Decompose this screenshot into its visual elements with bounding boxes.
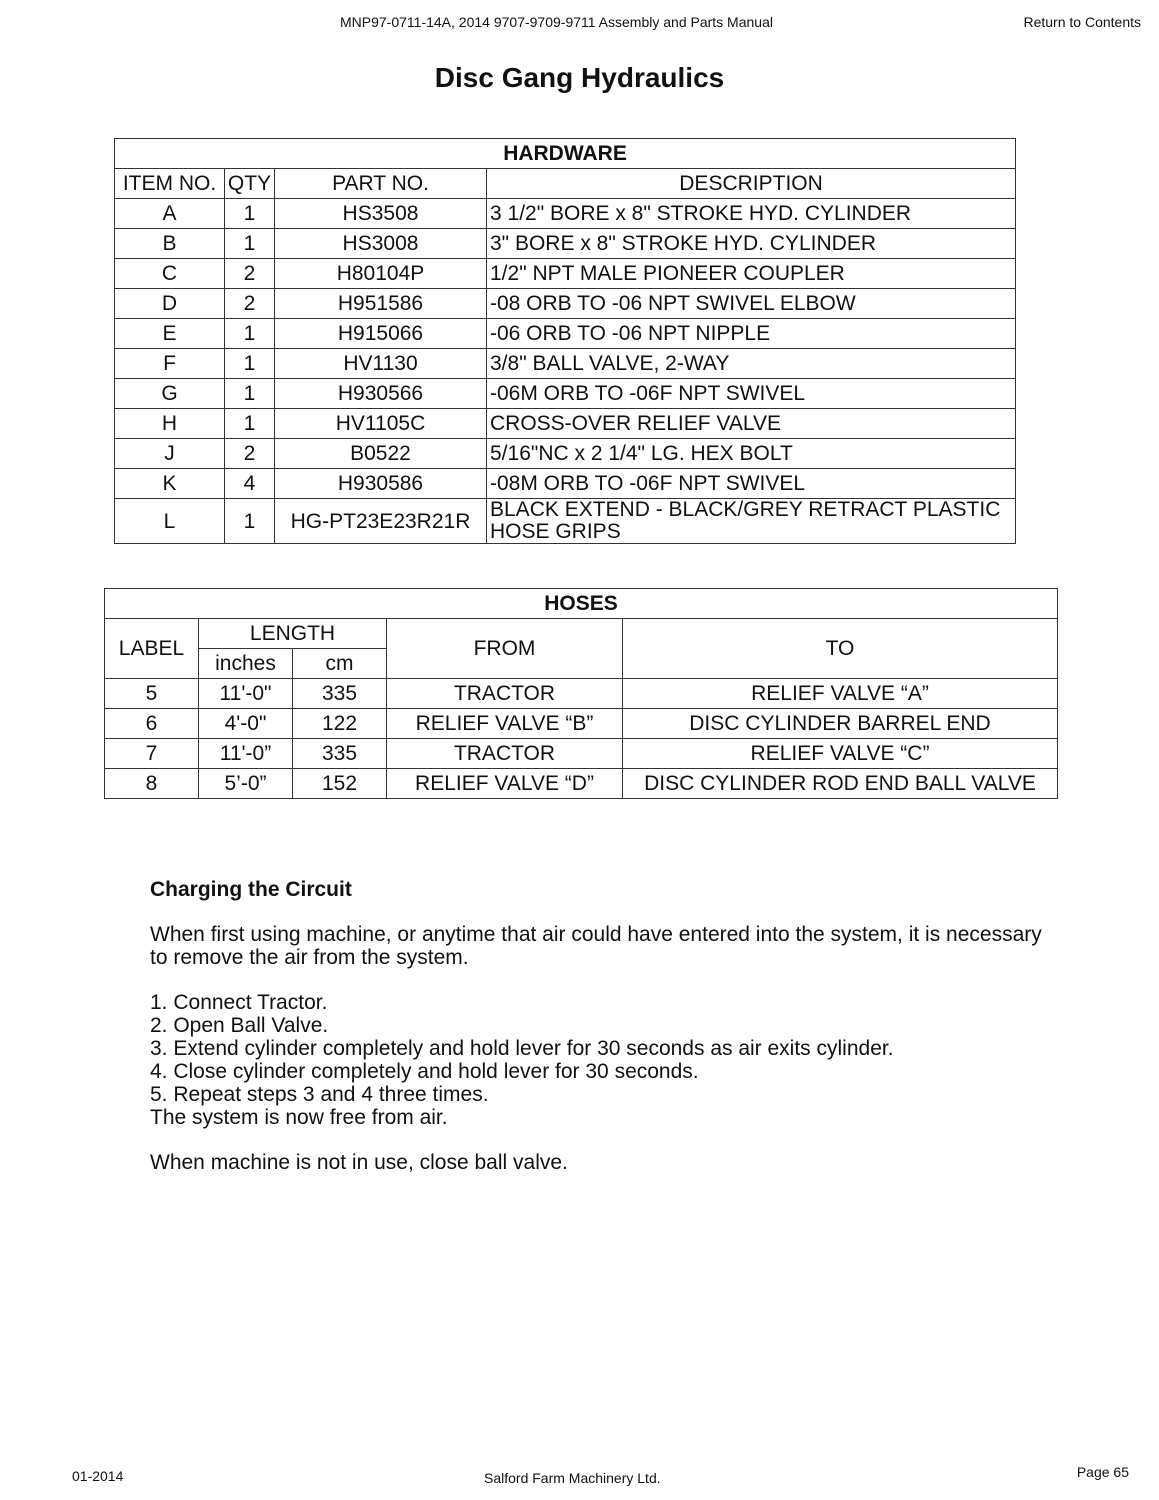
cell-label: 8 — [105, 769, 199, 799]
cell-to: RELIEF VALVE “A” — [623, 679, 1058, 709]
cell-to: RELIEF VALVE “C” — [623, 739, 1058, 769]
cell-part-no: H930586 — [275, 469, 487, 499]
cell-description: 3/8" BALL VALVE, 2-WAY — [487, 349, 1016, 379]
cell-description: -08 ORB TO -06 NPT SWIVEL ELBOW — [487, 289, 1016, 319]
header-item-no: ITEM NO. — [115, 169, 225, 199]
cell-from: RELIEF VALVE “B” — [387, 709, 623, 739]
table-row — [115, 349, 1016, 379]
step-item: 4. Close cylinder completely and hold lever for 30 seconds. — [150, 1060, 699, 1083]
table-row — [115, 259, 1016, 289]
cell-qty: 1 — [225, 199, 275, 229]
cell-qty: 2 — [225, 289, 275, 319]
table-row — [105, 679, 1058, 709]
table-row — [105, 739, 1058, 769]
cell-item: F — [115, 349, 225, 379]
cell-to: DISC CYLINDER BARREL END — [623, 709, 1058, 739]
cell-item: D — [115, 289, 225, 319]
table-row — [105, 769, 1058, 799]
header-length: LENGTH — [199, 619, 387, 649]
result-text: The system is now free from air. — [150, 1106, 448, 1129]
cell-part-no: H930566 — [275, 379, 487, 409]
table-row — [115, 439, 1016, 469]
cell-description: -08M ORB TO -06F NPT SWIVEL — [487, 469, 1016, 499]
header-description: DESCRIPTION — [487, 169, 1016, 199]
hardware-table — [114, 138, 1016, 544]
cell-label: 7 — [105, 739, 199, 769]
table-row — [115, 199, 1016, 229]
cell-item: E — [115, 319, 225, 349]
table-row — [105, 709, 1058, 739]
cell-description: 5/16"NC x 2 1/4" LG. HEX BOLT — [487, 439, 1016, 469]
cell-inches: 11'-0" — [199, 679, 293, 709]
footer-date: 01-2014 — [72, 1468, 124, 1484]
table-row — [115, 469, 1016, 499]
cell-label: 6 — [105, 709, 199, 739]
footer-company: Salford Farm Machinery Ltd. — [484, 1470, 661, 1486]
cell-part-no: H915066 — [275, 319, 487, 349]
return-to-contents-link[interactable]: Return to Contents — [1023, 14, 1141, 30]
header-label: LABEL — [105, 619, 199, 679]
cell-inches: 11'-0” — [199, 739, 293, 769]
table-row — [115, 229, 1016, 259]
cell-part-no: HV1105C — [275, 409, 487, 439]
footer-page-number: Page 65 — [1076, 1464, 1129, 1480]
hoses-caption: HOSES — [105, 589, 1058, 619]
cell-cm: 152 — [293, 769, 387, 799]
charging-section — [150, 878, 1050, 1174]
cell-cm: 122 — [293, 709, 387, 739]
cell-item: L — [115, 499, 225, 544]
cell-qty: 1 — [225, 409, 275, 439]
cell-part-no: H80104P — [275, 259, 487, 289]
header-qty: QTY — [225, 169, 275, 199]
cell-qty: 1 — [225, 349, 275, 379]
hardware-caption: HARDWARE — [115, 139, 1016, 169]
cell-to: DISC CYLINDER ROD END BALL VALVE — [623, 769, 1058, 799]
cell-item: B — [115, 229, 225, 259]
table-row — [115, 319, 1016, 349]
cell-from: RELIEF VALVE “D” — [387, 769, 623, 799]
cell-from: TRACTOR — [387, 739, 623, 769]
cell-part-no: HS3508 — [275, 199, 487, 229]
closing-paragraph: When machine is not in use, close ball valve. — [150, 1151, 568, 1174]
table-row — [115, 499, 1016, 544]
header-part-no: PART NO. — [275, 169, 487, 199]
header-inches: inches — [199, 649, 293, 679]
cell-description: 3 1/2" BORE x 8" STROKE HYD. CYLINDER — [487, 199, 1016, 229]
cell-description: CROSS-OVER RELIEF VALVE — [487, 409, 1016, 439]
cell-description: -06M ORB TO -06F NPT SWIVEL — [487, 379, 1016, 409]
cell-qty: 1 — [225, 229, 275, 259]
hoses-table — [104, 588, 1058, 799]
step-item: 3. Extend cylinder completely and hold lever for 30 seconds as air exits cylinder. — [150, 1037, 894, 1060]
cell-cm: 335 — [293, 739, 387, 769]
cell-item: C — [115, 259, 225, 289]
cell-item: A — [115, 199, 225, 229]
cell-qty: 1 — [225, 319, 275, 349]
cell-label: 5 — [105, 679, 199, 709]
cell-description: BLACK EXTEND - BLACK/GREY RETRACT PLASTIC HOSE GRIPS — [487, 499, 1016, 544]
table-row — [115, 409, 1016, 439]
cell-item: H — [115, 409, 225, 439]
cell-description: 3" BORE x 8" STROKE HYD. CYLINDER — [487, 229, 1016, 259]
step-item: 2. Open Ball Valve. — [150, 1014, 329, 1037]
cell-item: K — [115, 469, 225, 499]
table-row — [115, 289, 1016, 319]
header-cm: cm — [293, 649, 387, 679]
cell-description: 1/2" NPT MALE PIONEER COUPLER — [487, 259, 1016, 289]
step-item: 5. Repeat steps 3 and 4 three times. — [150, 1083, 489, 1106]
manual-title: MNP97-0711-14A, 2014 9707-9709-9711 Assembly and Parts Manual — [340, 14, 773, 30]
step-item: 1. Connect Tractor. — [150, 991, 328, 1014]
cell-inches: 5’-0” — [199, 769, 293, 799]
cell-from: TRACTOR — [387, 679, 623, 709]
cell-item: G — [115, 379, 225, 409]
intro-paragraph: When first using machine, or anytime that air could have entered into the system, it is necessary to remove the air from the system. — [150, 923, 1042, 969]
cell-qty: 1 — [225, 499, 275, 544]
cell-part-no: HV1130 — [275, 349, 487, 379]
table-row — [115, 379, 1016, 409]
cell-inches: 4'-0" — [199, 709, 293, 739]
cell-part-no: H951586 — [275, 289, 487, 319]
cell-part-no: HS3008 — [275, 229, 487, 259]
cell-qty: 2 — [225, 259, 275, 289]
cell-qty: 4 — [225, 469, 275, 499]
cell-description: -06 ORB TO -06 NPT NIPPLE — [487, 319, 1016, 349]
cell-qty: 1 — [225, 379, 275, 409]
page-header — [0, 14, 1159, 34]
cell-cm: 335 — [293, 679, 387, 709]
steps-list — [150, 991, 1050, 1129]
section-heading: Charging the Circuit — [150, 878, 352, 901]
header-from: FROM — [387, 619, 623, 679]
page-title: Disc Gang Hydraulics — [434, 62, 725, 93]
header-to: TO — [623, 619, 1058, 679]
cell-qty: 2 — [225, 439, 275, 469]
cell-part-no: HG-PT23E23R21R — [275, 499, 487, 544]
cell-part-no: B0522 — [275, 439, 487, 469]
cell-item: J — [115, 439, 225, 469]
